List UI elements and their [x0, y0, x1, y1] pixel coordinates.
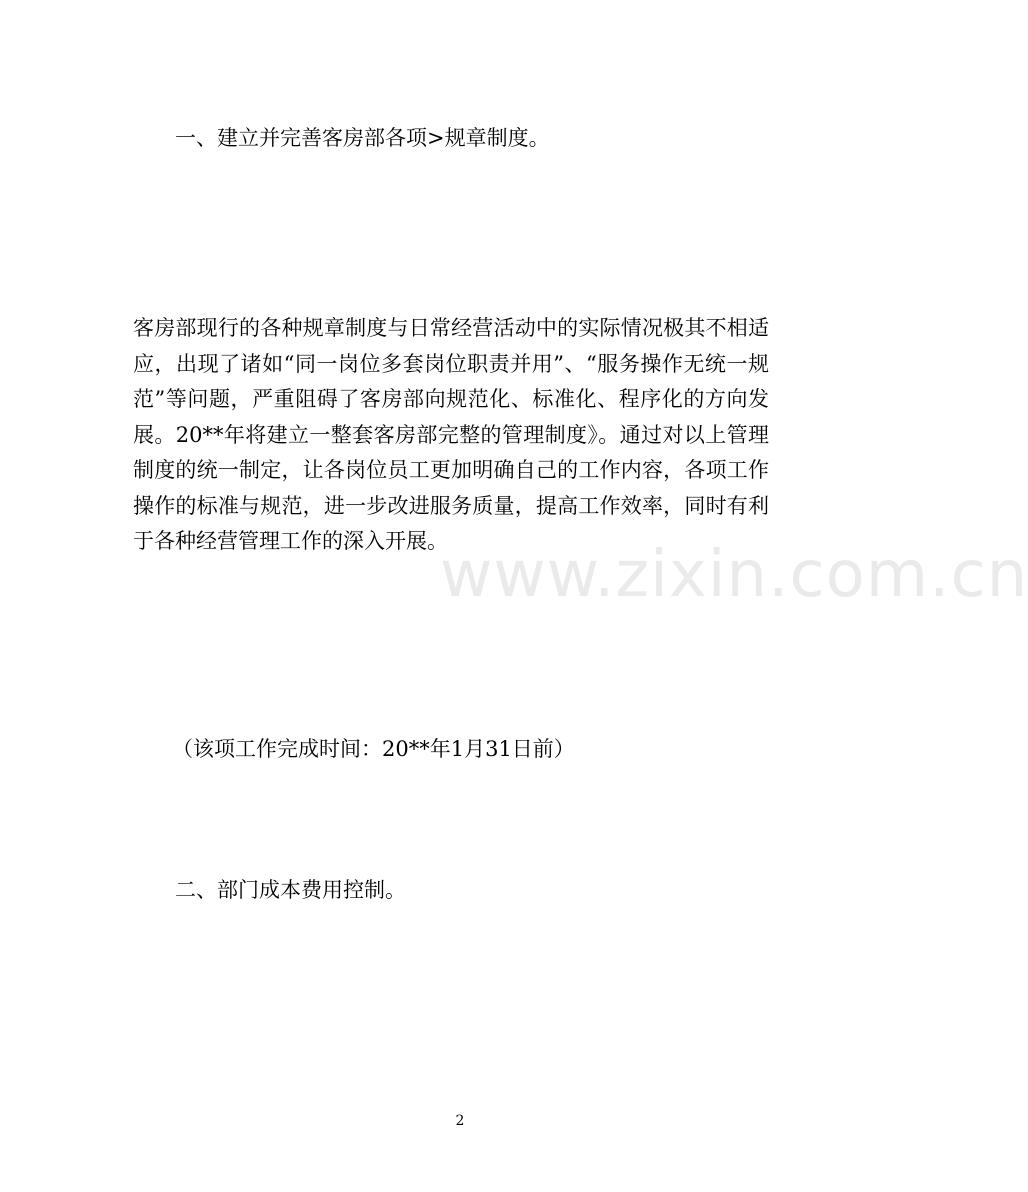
watermark: www.zixin.com.cn — [440, 538, 1028, 612]
section-1-heading: 一、建立并完善客房部各项>规章制度。 — [175, 126, 550, 150]
section-1-completion-note: （该项工作完成时间：20**年1月31日前） — [172, 737, 575, 761]
section-2-heading: 二、部门成本费用控制。 — [175, 878, 406, 902]
section-1-body-paragraph: 客房部现行的各种规章制度与日常经营活动中的实际情况极其不相适应，出现了诸如“同一岗位多套岗位职责并用”、“服务操作无统一规范”等问题，严重阻碍了客房部向规范化、标准化、程序化的方向发展。20**年将建立一整套客房部完整的管理制度》。通过对以上管理制度的统一制定，让各岗位员工更加明确自己的工作内容，各项工作操作的标准与规范，进一步改进服务质量，提高工作效率，同时有利于各种经营管理工作的深入开展。 — [133, 316, 769, 553]
page-number: 2 — [455, 1113, 465, 1129]
